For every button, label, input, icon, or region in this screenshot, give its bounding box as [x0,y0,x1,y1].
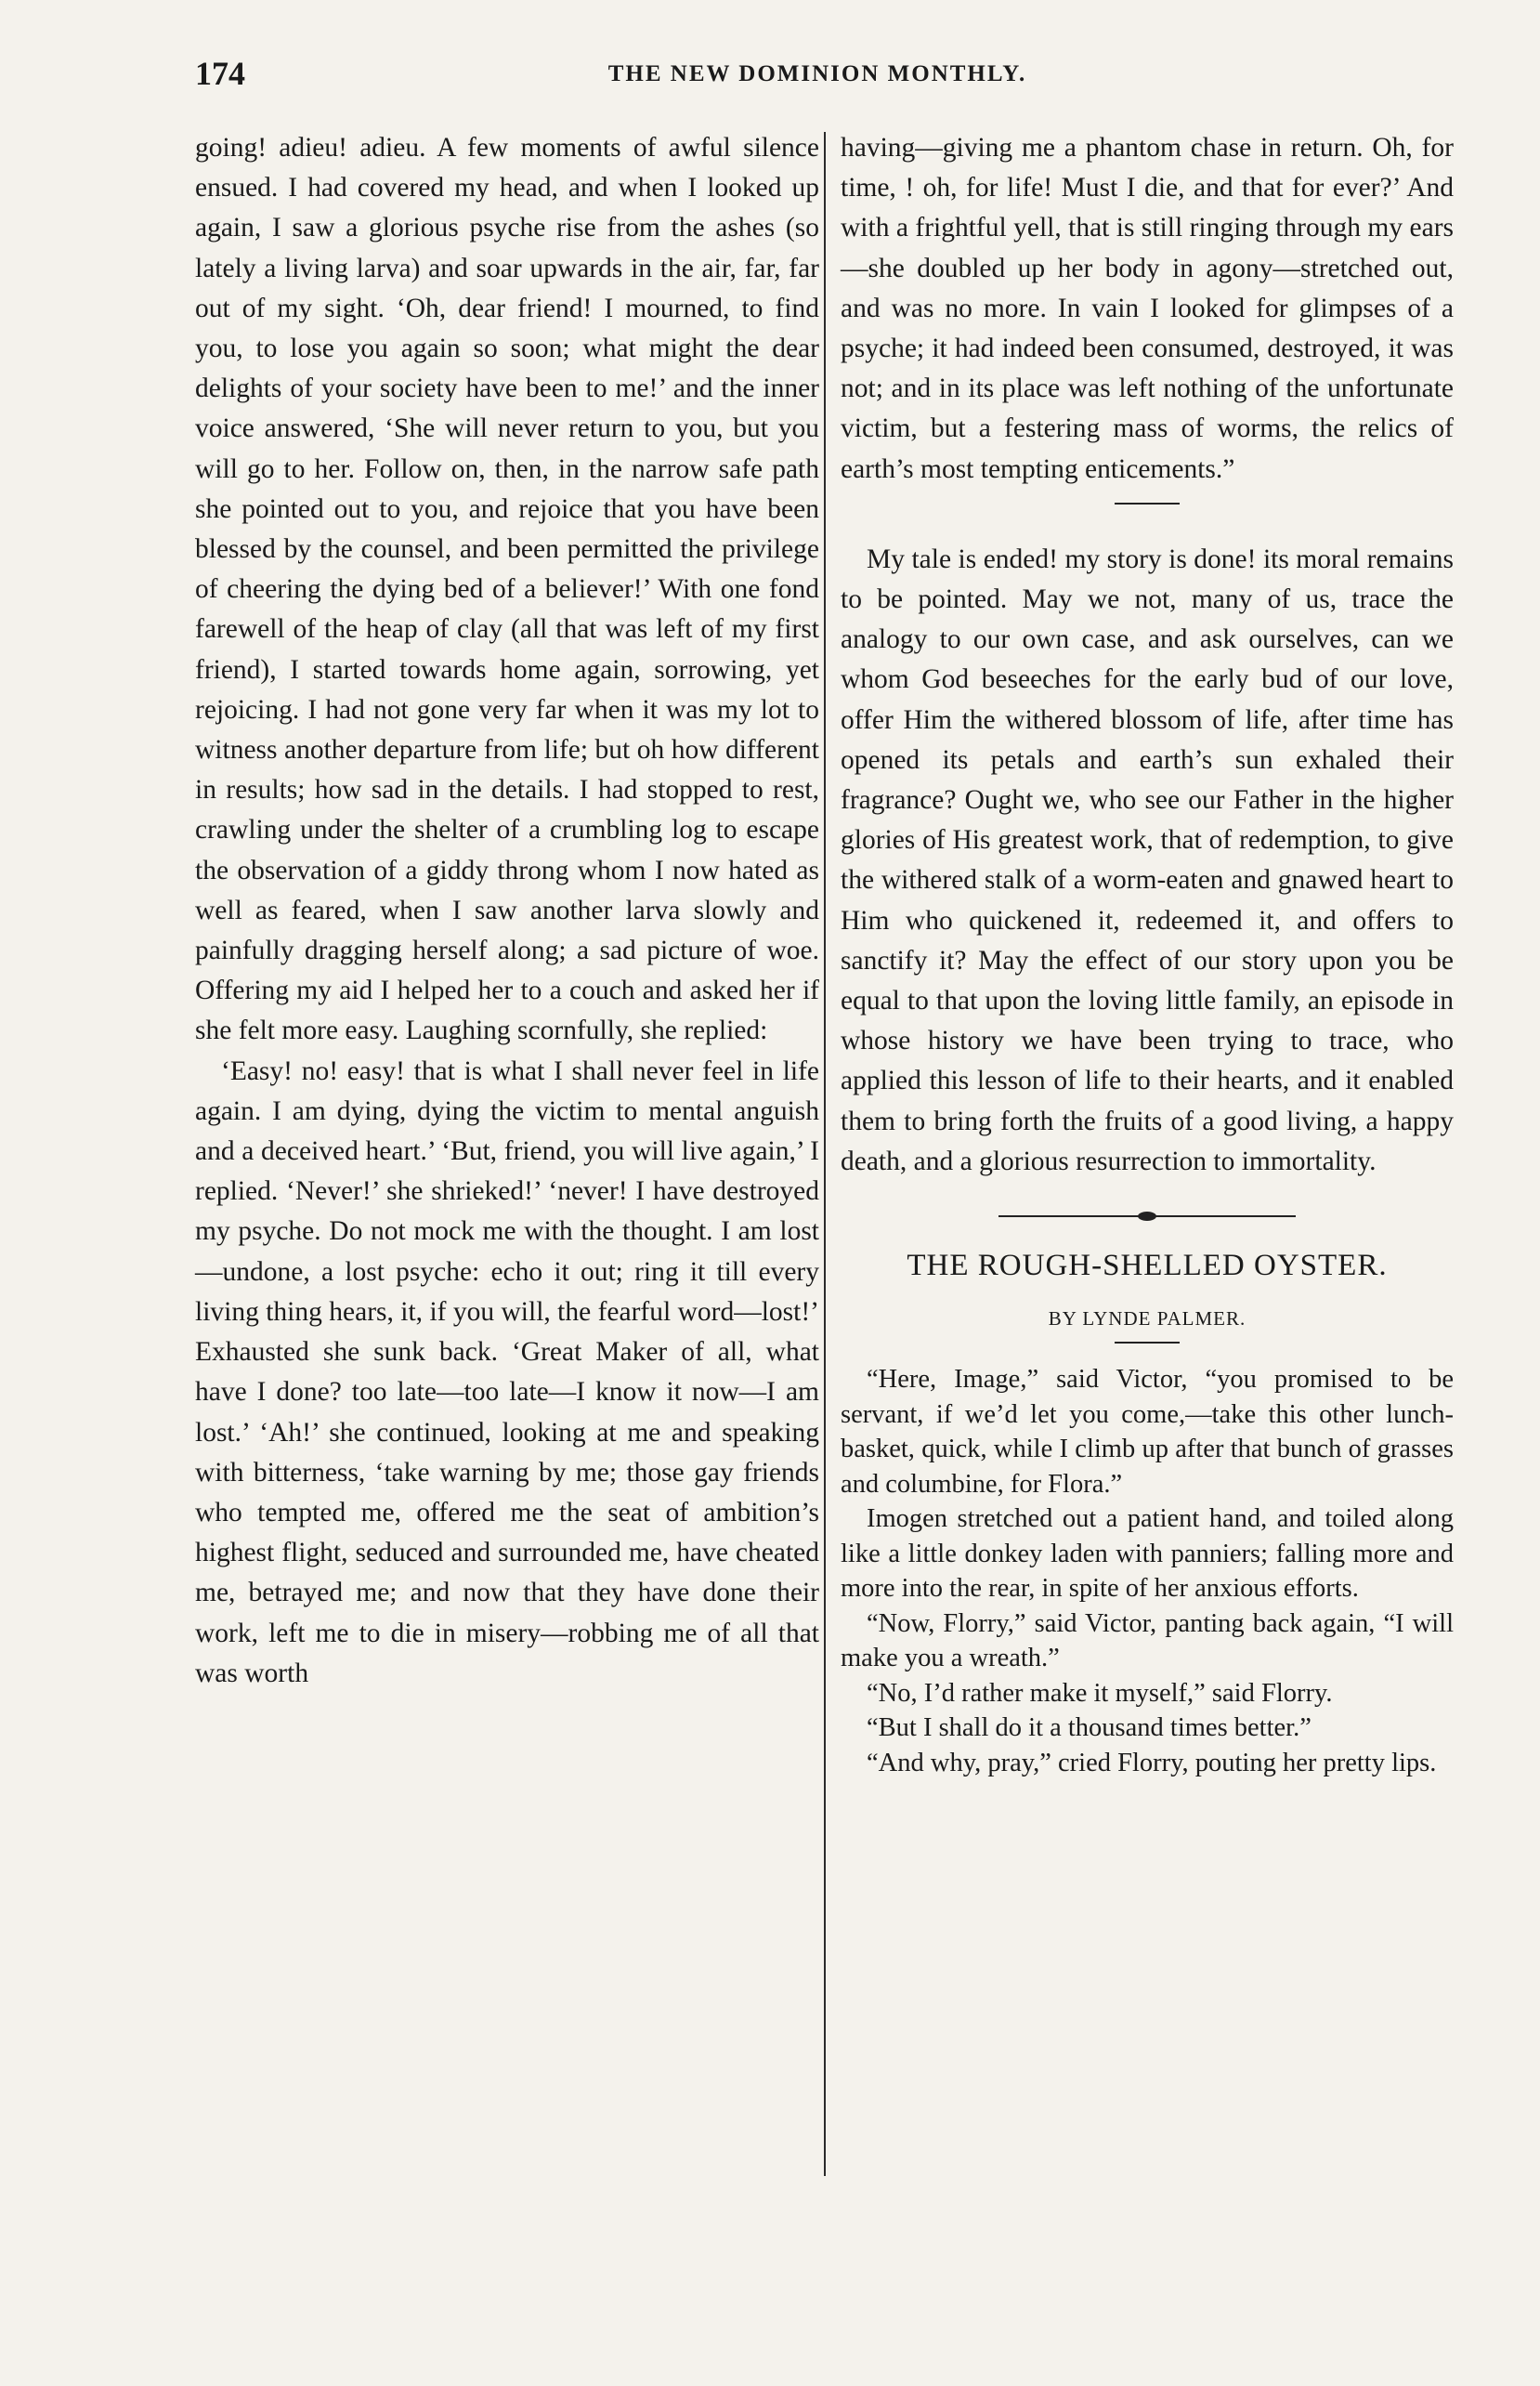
left-paragraph-1: going! adieu! adieu. A few moments of awful silence ensued. I had covered my head, and when I looked up again, I saw a glorious psyche rise from the ashes (so lately a living larva) and soar upwards in the air, far, far out of my sight. ‘Oh, dear friend! I mourned, to find you, to lose you again so soon; what might the dear delights of your society have been to me!’ and the inner voice answered, ‘She will never return to you, but you will go to her. Follow on, then, in the narrow safe path she pointed out to you, and rejoice that you have been blessed by the counsel, and been permitted the privilege of cheering the dying bed of a believer!’ With one fond farewell of the heap of clay (all that was left of my first friend), I started towards home again, sorrowing, yet rejoicing. I had not gone very far when it was my lot to witness another departure from life; but oh how different in results; how sad in the details. I had stopped to rest, crawling under the shelter of a crumbling log to escape the observation of a giddy throng whom I now hated as well as feared, when I saw another larva slowly and painfully dragging herself along; a sad picture of woe. Offering my aid I helped her to a couch and asked her if she felt more easy. Laughing scornfully, she replied: [195,133,819,1046]
page-number: 174 [195,55,245,92]
story-paragraph-5: “But I shall do it a thousand times better.” [867,1713,1312,1743]
running-head: THE NEW DOMINION MONTHLY. [607,61,1027,86]
ornament-dot [1138,1212,1156,1221]
left-column [195,128,819,1694]
story-paragraph-3: “Now, Florry,” said Victor, panting back again, “I will make you a wreath.” [841,1608,1454,1673]
right-paragraph-1: having—giving me a phantom chase in return. Oh, for time, ! oh, for life! Must I die, and that for ever?’ And with a frightful yell, that is still ringing through my ears —she doubled up her body in agony—stretched out, and was no more. In vain I looked for glimpses of a psyche; it had indeed been consumed, destroyed, it was not; and in its place was left nothing of the unfortunate victim, but a festering mass of worms, the relics of earth’s most tempting enticements.” [841,133,1454,484]
story-paragraph-2: Imogen stretched out a patient hand, and toiled along like a little donkey laden with panniers; falling more and more into the rear, in spite of her anxious efforts. [841,1504,1454,1604]
section-separator [1115,503,1180,505]
byline-rule [1115,1342,1180,1344]
page-header [195,54,1440,100]
story-paragraph-4: “No, I’d rather make it myself,” said Florry. [867,1678,1333,1708]
column-divider [824,132,826,2176]
right-column [841,128,1454,1780]
left-paragraph-2: ‘Easy! no! easy! that is what I shall never feel in life again. I am dying, dying the victim to mental anguish and a deceived heart.’ ‘But, friend, you will live again,’ I replied. ‘Never!’ she shrieked!’ ‘never! I have destroyed my psyche. Do not mock me with the thought. I am lost—undone, a lost psyche: echo it out; ring it till every living thing hears, it, if you will, the fearful word—lost!’ Exhausted she sunk back. ‘Great Maker of all, what have I done? too late—too late—I know it now—I am lost.’ ‘Ah!’ she continued, looking at me and speaking with bitterness, ‘take warning by me; those gay friends who tempted me, offered me the seat of ambition’s highest flight, seduced and surrounded me, have cheated me, betrayed me; and now that they have done their work, left me to die in misery—robbing me of all that was worth [195,1055,819,1688]
ornamental-rule [998,1213,1296,1219]
story-paragraph-1: “Here, Image,” said Victor, “you promised to be servant, if we’d let you come,—take this other lunch-basket, quick, while I climb up after that bunch of grasses and columbine, for Flora.” [841,1365,1454,1499]
right-paragraph-2: My tale is ended! my story is done! its moral remains to be pointed. May we not, many of us, trace the analogy to our own case, and ask ourselves, can we whom God beseeches for the early bud of our love, offer Him the withered blossom of life, after time has opened its petals and earth’s sun exhaled their fragrance? Ought we, who see our Father in the higher glories of His greatest work, that of redemption, to give the withered stalk of a worm-eaten and gnawed heart to Him who quickened it, redeemed it, and offers to sanctify it? May the effect of our story upon you be equal to that upon the loving little family, an episode in whose history we have been trying to trace, who applied this lesson of life to their hearts, and it enabled them to bring forth the fruits of a good living, a happy death, and a glorious resurrection to immortality. [841,544,1454,1176]
byline: BY LYNDE PALMER. [1048,1307,1246,1331]
story-paragraph-6: “And why, pray,” cried Florry, pouting her pretty lips. [867,1748,1437,1777]
story-title: THE ROUGH-SHELLED OYSTER. [907,1249,1388,1283]
